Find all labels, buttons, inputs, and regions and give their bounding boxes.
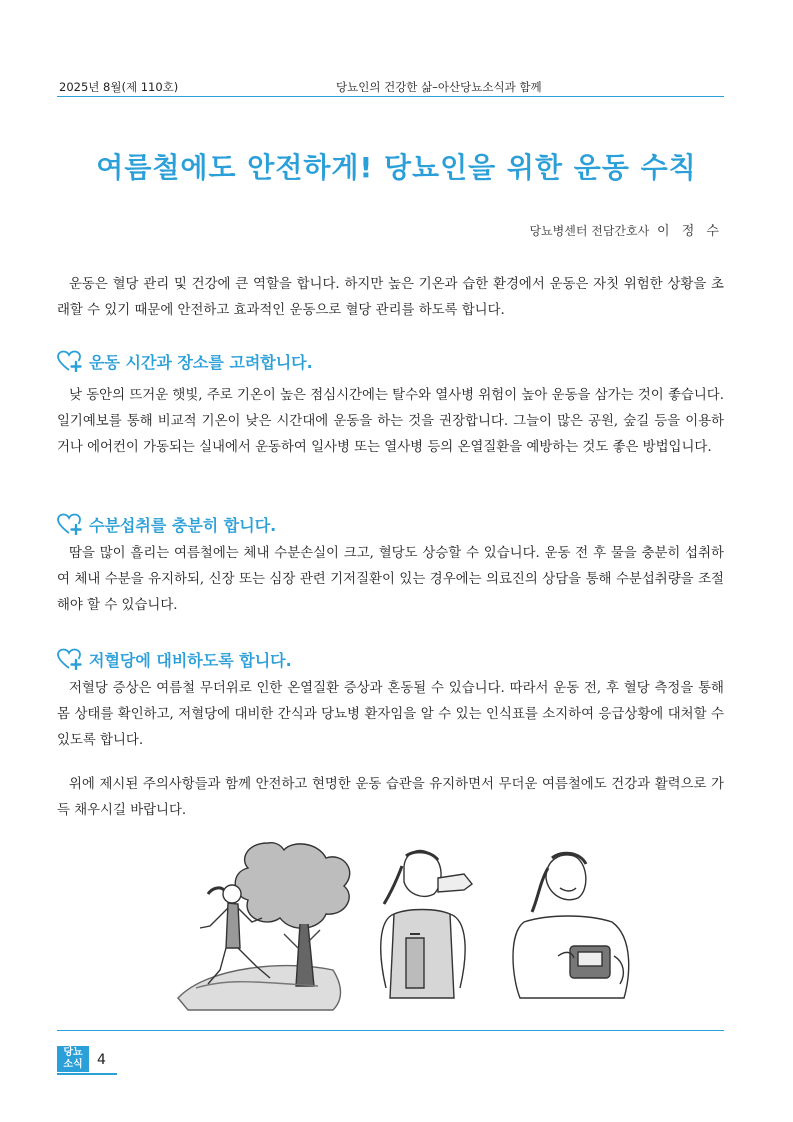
- badge-line-2: 소식: [63, 1059, 83, 1070]
- author-name: 이 정 수: [657, 224, 723, 239]
- newsletter-badge: [57, 1046, 89, 1072]
- issue-label: 2025년 8월(제 110호): [59, 80, 179, 94]
- section-body-1: 낮 동안의 뜨거운 햇빛, 주로 기온이 높은 점심시간에는 탈수와 열사병 위험이 높아 운동을 삼가는 것이 좋습니다. 일기예보를 통해 비교적 기온이 낮은 시간대에 운동을 하는 것을 권장합니다. 그늘이 많은 공원, 숲길 등을 이용하거나 에어컨이 가동되는 실내에서 운동하여 일사병 또는 열사병 등의 온열질환을 예방하는 것도 좋은 방법입니다.: [57, 388, 724, 455]
- drinking-person: [381, 850, 472, 998]
- section-heading-2: [57, 512, 276, 536]
- author-affiliation: 당뇨병센터 전담간호사: [529, 224, 650, 238]
- heart-plus-icon: [57, 350, 83, 372]
- park-scene: [178, 843, 350, 1010]
- page-number: 4: [97, 1052, 106, 1068]
- section-heading-1: [57, 349, 313, 373]
- heart-plus-icon: [57, 648, 83, 670]
- section-body-3: 저혈당 증상은 여름철 무더위로 인한 온열질환 증상과 혼동될 수 있습니다. 따라서 운동 전, 후 혈당 측정을 통해 몸 상태를 확인하고, 저혈당에 대비한 간식과 당뇨병 환자임을 알 수 있는 인식표를 소지하여 응급상황에 대처할 수 있도록 합니다.: [57, 681, 724, 748]
- section-body-2: 땀을 많이 흘리는 여름철에는 체내 수분손실이 크고, 혈당도 상승할 수 있습니다. 운동 전 후 물을 충분히 섭취하여 체내 수분을 유지하되, 신장 또는 심장 관련 기저질환이 있는 경우에는 의료진의 상담을 통해 수분섭취량을 조절해야 할 수 있습니다.: [57, 546, 724, 613]
- page-header: [57, 78, 724, 97]
- article-title: 여름철에도 안전하게! 당뇨인을 위한 운동 수칙: [96, 151, 697, 184]
- section-heading-3: [57, 647, 292, 671]
- closing-paragraph: 위에 제시된 주의사항들과 함께 안전하고 현명한 운동 습관을 유지하면서 무더운 여름철에도 건강과 활력으로 가득 채우시길 바랍니다.: [57, 777, 724, 818]
- section-heading-text: 수분섭취를 충분히 합니다.: [89, 515, 277, 535]
- series-label: 당뇨인의 건강한 삶–아산당뇨소식과 함께: [336, 80, 542, 94]
- footer-divider: [57, 1030, 724, 1031]
- section-heading-text: 운동 시간과 장소를 고려합니다.: [89, 352, 313, 372]
- section-heading-text: 저혈당에 대비하도록 합니다.: [89, 650, 292, 670]
- intro-paragraph: 운동은 혈당 관리 및 건강에 큰 역할을 합니다. 하지만 높은 기온과 습한 환경에서 운동은 자칫 위험한 상황을 초래할 수 있기 때문에 안전하고 효과적인 운동으로 혈당 관리를 하도록 합니다.: [57, 277, 724, 318]
- glucose-check-person: [513, 853, 629, 998]
- badge-line-1: 당뇨: [63, 1047, 83, 1058]
- exercise-illustration: [168, 838, 648, 1013]
- heart-plus-icon: [57, 513, 83, 535]
- author-line: [529, 220, 723, 239]
- page-number-underline: [57, 1073, 117, 1075]
